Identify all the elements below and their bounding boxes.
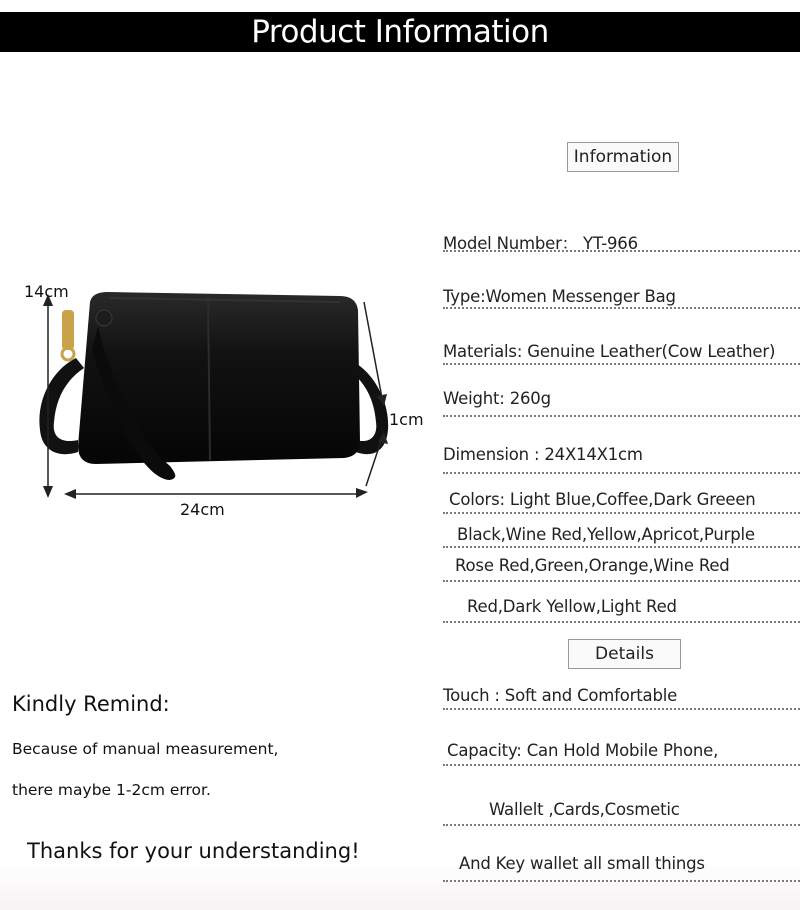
- remind-line-2: there maybe 1-2cm error.: [12, 781, 211, 799]
- divider: [443, 764, 800, 766]
- divider: [443, 880, 800, 882]
- weight-row: Weight: 260g: [443, 389, 551, 408]
- divider: [443, 363, 800, 365]
- remind-title: Kindly Remind:: [12, 692, 170, 716]
- divider: [443, 824, 800, 826]
- divider: [443, 307, 800, 309]
- information-label: Information: [567, 142, 679, 172]
- divider: [443, 708, 800, 710]
- colors-row-2: Black,Wine Red,Yellow,Apricot,Purple: [457, 525, 755, 544]
- divider: [443, 250, 800, 252]
- colors-row-1: Colors: Light Blue,Coffee,Dark Greeen: [449, 490, 756, 509]
- materials-row: Materials: Genuine Leather(Cow Leather): [443, 342, 776, 361]
- height-label: 14cm: [24, 282, 69, 301]
- divider: [443, 546, 800, 548]
- divider: [443, 472, 800, 474]
- model-number-row: Model Number： YT-966: [443, 234, 638, 253]
- capacity-row-1: Capacity: Can Hold Mobile Phone,: [447, 741, 719, 760]
- capacity-row-3: And Key wallet all small things: [459, 854, 705, 873]
- colors-row-3: Rose Red,Green,Orange,Wine Red: [455, 556, 730, 575]
- touch-row: Touch : Soft and Comfortable: [443, 686, 678, 705]
- thanks-message: Thanks for your understanding!: [27, 839, 360, 863]
- type-row: Type:Women Messenger Bag: [443, 287, 676, 306]
- dimension-row: Dimension : 24X14X1cm: [443, 445, 643, 464]
- depth-label: 1cm: [389, 410, 424, 429]
- colors-row-4: Red,Dark Yellow,Light Red: [467, 597, 677, 616]
- divider: [443, 512, 800, 514]
- header-banner: [0, 12, 800, 52]
- width-label: 24cm: [180, 500, 225, 519]
- remind-line-1: Because of manual measurement,: [12, 740, 279, 758]
- divider: [443, 415, 800, 417]
- details-label: Details: [568, 639, 681, 669]
- capacity-row-2: Wallelt ,Cards,Cosmetic: [489, 800, 680, 819]
- divider: [443, 621, 800, 623]
- divider: [443, 580, 800, 582]
- header-title: Product Information: [251, 14, 549, 50]
